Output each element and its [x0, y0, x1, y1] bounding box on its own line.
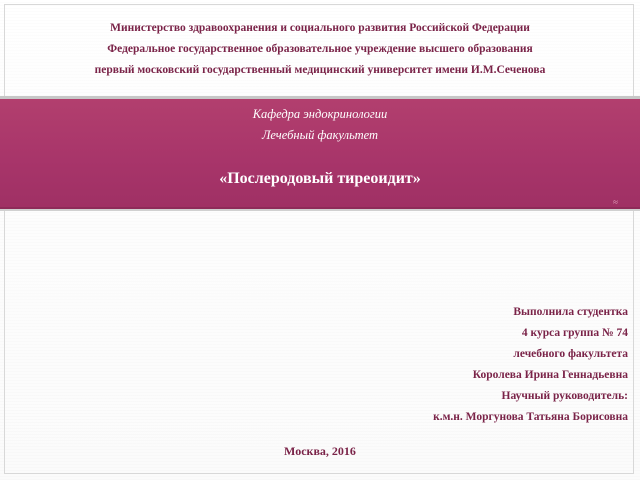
author-role: Выполнила студентка	[513, 306, 628, 318]
supervisor-name: к.м.н. Моргунова Татьяна Борисовна	[433, 411, 628, 423]
author-name: Королева Ирина Геннадьевна	[472, 369, 628, 381]
institution-header	[0, 18, 640, 81]
ministry-line: Министерство здравоохранения и социального развития Российской Федерации	[110, 22, 530, 34]
author-course: 4 курса группа № 74	[521, 327, 628, 339]
divider-bottom	[0, 209, 640, 211]
city-year: Москва, 2016	[284, 444, 356, 458]
department-name: Кафедра эндокринологии	[252, 107, 388, 121]
institution-type-line: Федеральное государственное образовательное учреждение высшего образования	[107, 43, 533, 55]
author-info	[268, 302, 628, 428]
band-ornament: ≈	[613, 197, 618, 207]
author-faculty: лечебного факультета	[513, 348, 628, 360]
university-line: первый московский государственный медицинский университет имени И.М.Сеченова	[94, 64, 546, 76]
supervisor-label: Научный руководитель:	[501, 390, 628, 402]
faculty-name: Лечебный факультет	[261, 128, 379, 142]
presentation-title: «Послеродовый тиреоидит»	[219, 170, 421, 187]
department-block	[0, 104, 640, 146]
